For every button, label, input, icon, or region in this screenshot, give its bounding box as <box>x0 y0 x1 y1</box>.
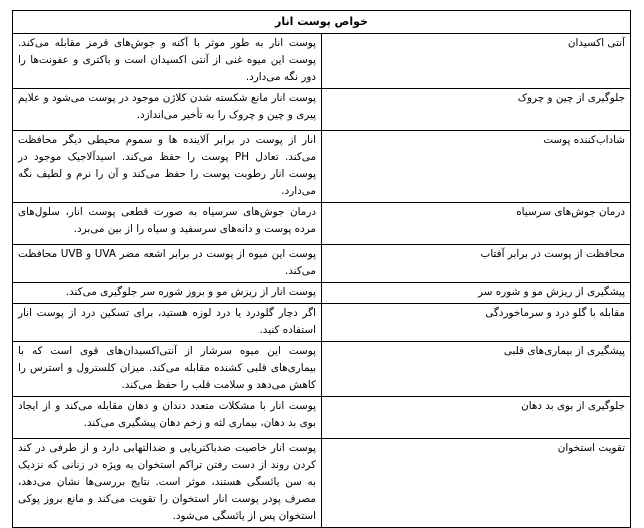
description-cell: پوست این میوه از پوست در برابر اشعه مضر UVA و UVB محافظت می‌کند. <box>13 245 322 283</box>
table-row <box>13 34 631 89</box>
description-cell: پوست این میوه سرشار از آنتی‌اکسیدان‌های قوی است که با بیماری‌های قلبی کشنده مقابله می‌کند. میزان کلسترول و استرس را کاهش می‌دهد و سلامت قلب را حفظ می‌کند. <box>13 342 322 397</box>
description-cell: پوست انار از ریزش مو و بروز شوره سر جلوگیری می‌کند. <box>13 283 322 304</box>
table-header-row <box>13 11 631 34</box>
table-title: خواص پوست انار <box>13 11 631 34</box>
table-row <box>13 203 631 245</box>
table-row <box>13 131 631 203</box>
table-row <box>13 89 631 131</box>
page-left-edge-line <box>12 458 13 472</box>
property-cell: جلوگیری از بوی بد دهان <box>322 397 631 439</box>
table-row <box>13 283 631 304</box>
property-cell: پیشگیری از بیماری‌های قلبی <box>322 342 631 397</box>
property-cell: مقابله با گلو درد و سرماخوردگی <box>322 304 631 342</box>
property-cell: محافظت از پوست در برابر آفتاب <box>322 245 631 283</box>
description-cell: پوست انار مانع شکسته شدن کلاژن موجود در پوست می‌شود و علایم پیری و چین و چروک را به تأخیر می‌اندازد. <box>13 89 322 131</box>
property-cell: آنتی اکسیدان <box>322 34 631 89</box>
description-cell: درمان جوش‌های سرسیاه به صورت قطعی پوست انار، سلول‌های مرده پوست و دانه‌های سرسفید و سیاه را از بین می‌برد. <box>13 203 322 245</box>
property-cell: شاداب‌کننده پوست <box>322 131 631 203</box>
description-cell: پوست انار خاصیت ضدباکتریایی و ضدالتهابی دارد و از طرفی در کند کردن روند از دست رفتن تراکم استخوان به ویژه در زنانی که نزدیک به سن یائسگی هستند، موثر است. نتایج بررسی‌ها نشان می‌دهد، مصرف پودر پوست انار استخوان را تقویت می‌کند و مانع بروز پوکی استخوان پس از یائسگی می‌شود. <box>13 439 322 528</box>
pomegranate-peel-table <box>12 10 631 528</box>
description-cell: پوست انار به طور موثر با آکنه و جوش‌های قرمز مقابله می‌کند. پوست این میوه غنی از آنتی اکسیدان است و باکتری و عفونت‌ها را دور نگه می‌دارد. <box>13 34 322 89</box>
table-row <box>13 439 631 528</box>
description-cell: پوست انار با مشکلات متعدد دندان و دهان مقابله می‌کند و از ایجاد بوی بد دهان، بیماری لثه و زخم دهان پیشگیری می‌کند. <box>13 397 322 439</box>
table-row <box>13 397 631 439</box>
property-cell: تقویت استخوان <box>322 439 631 528</box>
table-row <box>13 304 631 342</box>
property-cell: پیشگیری از ریزش مو و شوره سر <box>322 283 631 304</box>
table-row <box>13 342 631 397</box>
description-cell: اگر دچار گلودرد یا درد لوزه هستید، برای تسکین درد از پوست انار استفاده کنید. <box>13 304 322 342</box>
document-page <box>12 10 631 528</box>
description-cell: انار از پوست در برابر آلاینده ها و سموم محیطی دیگر محافظت می‌کند. تعادل PH پوست را حفظ می‌کند. اسیدآلاجیک موجود در پوست انار رطوبت پوست را حفظ می‌کند و آن را نرم و لطیف نگه می‌دارد. <box>13 131 322 203</box>
table-row <box>13 245 631 283</box>
property-cell: جلوگیری از چین و چروک <box>322 89 631 131</box>
property-cell: درمان جوش‌های سرسیاه <box>322 203 631 245</box>
